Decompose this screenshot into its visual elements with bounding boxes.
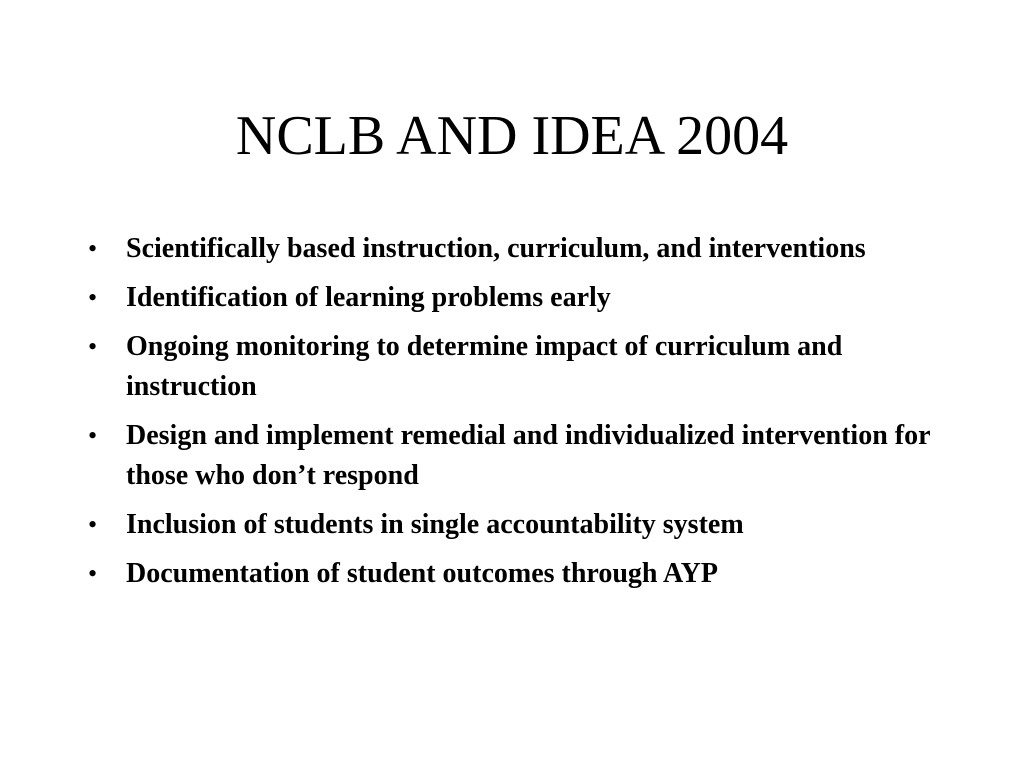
slide-title: NCLB AND IDEA 2004 [235, 105, 789, 167]
bullet-icon: • [88, 283, 98, 312]
bullet-icon: • [88, 559, 98, 588]
bullet-item [86, 278, 966, 318]
bullet-item [86, 327, 966, 407]
bullet-text: Identification of learning problems early [126, 282, 611, 313]
bullet-item [86, 505, 966, 545]
bullet-list [86, 229, 966, 603]
bullet-icon: • [88, 421, 98, 450]
bullet-text: Documentation of student outcomes through AYP [126, 558, 718, 589]
bullet-icon: • [88, 510, 98, 539]
bullet-text: Design and implement remedial and individualized intervention for those who don’t respond [126, 420, 931, 491]
bullet-text: Scientifically based instruction, curriculum, and interventions [126, 233, 866, 264]
bullet-text: Inclusion of students in single accountability system [126, 509, 744, 540]
bullet-text: Ongoing monitoring to determine impact of curriculum and instruction [126, 331, 843, 402]
bullet-item [86, 554, 966, 594]
bullet-icon: • [88, 234, 98, 263]
bullet-item [86, 229, 966, 269]
bullet-icon: • [88, 332, 98, 361]
bullet-item [86, 416, 966, 496]
